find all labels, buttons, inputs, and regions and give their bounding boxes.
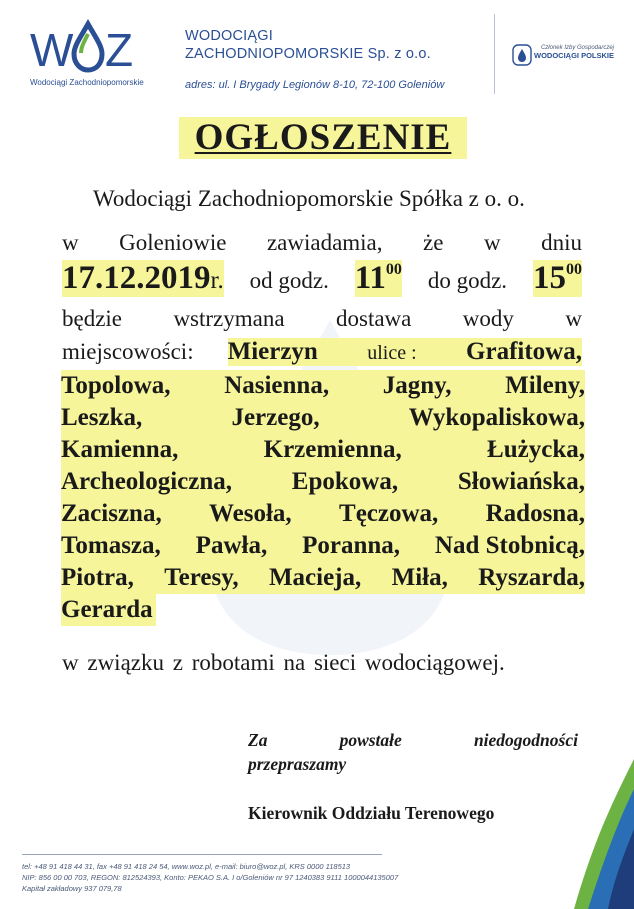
- word: Goleniowie: [119, 230, 227, 255]
- member-label: Członek Izby Gospodarczej: [540, 45, 615, 51]
- streets-label: ulice :: [367, 342, 417, 364]
- from-hour: 11: [354, 260, 386, 296]
- member-org: WODOCIĄGI POLSKIE: [534, 51, 615, 60]
- word: wstrzymana: [173, 306, 285, 331]
- word: że: [423, 230, 444, 255]
- svg-text:Z: Z: [105, 24, 134, 76]
- org-line: Wodociągi Zachodniopomorskie Spółka z o. o.: [93, 186, 525, 211]
- street-name: Leszka,: [61, 404, 143, 431]
- street-name: Ryszarda,: [478, 564, 585, 591]
- word: w: [565, 306, 582, 331]
- street-name: Tomasza,: [61, 532, 161, 559]
- notice-line-3: [62, 306, 582, 336]
- footer-capital: Kapitał zakładowy 937 079,78: [22, 884, 122, 893]
- street-name: Miła,: [391, 564, 448, 591]
- street-name: Topolowa,: [61, 372, 171, 399]
- street-name: Macieja,: [268, 564, 362, 591]
- word: zawiadamia,: [266, 230, 383, 255]
- from-time: [355, 260, 402, 297]
- street-name: Wykopaliskowa,: [408, 404, 585, 431]
- street-name: Zaciszna,: [61, 500, 162, 527]
- street-name: Piotra,: [61, 564, 134, 591]
- street-name: Wesoła,: [209, 500, 292, 527]
- street-name: Nasienna,: [224, 372, 330, 399]
- header-divider: [494, 14, 495, 94]
- street-name: Pawła,: [195, 532, 268, 559]
- street-name: Teresy,: [164, 564, 239, 591]
- company-name-line1: WODOCIĄGI: [185, 28, 273, 44]
- word: powstałe: [339, 730, 402, 750]
- street-name: Gerarda: [61, 596, 153, 623]
- from-label: od godz.: [249, 268, 329, 293]
- svg-text:W: W: [30, 24, 74, 76]
- apology: [248, 728, 578, 776]
- street-line: [61, 434, 585, 466]
- street-name: Archeologiczna,: [61, 468, 233, 495]
- apology-line-1: [248, 728, 578, 752]
- street-name: Nad Stobnicą,: [434, 532, 585, 559]
- street-name: Krzemienna,: [263, 436, 402, 463]
- word: w: [62, 230, 79, 255]
- word: Za: [248, 730, 268, 750]
- notice-line-1: [62, 230, 582, 260]
- street-name: Mileny,: [505, 372, 585, 399]
- to-time: [533, 260, 582, 297]
- signature: Kierownik Oddziału Terenowego: [248, 803, 495, 823]
- corner-wave-decoration: [574, 759, 634, 909]
- street-name: Poranna,: [302, 532, 401, 559]
- street-name: Grafitowa,: [466, 338, 582, 365]
- locality-label: miejscowości:: [62, 339, 194, 364]
- street-line: [61, 402, 585, 434]
- street-name: Jagny,: [382, 372, 452, 399]
- street-line: [61, 530, 585, 562]
- street-line: [61, 562, 585, 594]
- street-line: [61, 370, 585, 402]
- logo-subtitle: Wodociągi Zachodniopomorskie: [30, 78, 144, 87]
- word: w: [483, 230, 501, 255]
- footer-contact: tel: +48 91 418 44 31, fax +48 91 418 24 54, www.woz.pl, e-mail: biuro@woz.pl, KRS 0000 118513: [22, 862, 351, 871]
- word: niedogodności: [473, 730, 578, 750]
- street-name: Tęczowa,: [339, 500, 439, 527]
- outage-date: [62, 260, 224, 297]
- village-name: Mierzyn: [227, 338, 318, 365]
- street-line: [61, 594, 156, 626]
- word: dostawa: [336, 306, 412, 331]
- to-minutes: 00: [565, 261, 582, 278]
- member-badge: [534, 44, 614, 60]
- company-name-line2: ZACHODNIOPOMORSKIE Sp. z o.o.: [185, 46, 431, 62]
- word: będzie: [62, 306, 123, 331]
- street-line: [61, 466, 585, 498]
- street-name: Kamienna,: [61, 436, 179, 463]
- page-title: OGŁOSZENIE: [179, 117, 467, 159]
- company-address: adres: ul. I Brygady Legionów 8-10, 72-100 Goleniów: [185, 79, 445, 91]
- woz-logo: [30, 18, 142, 76]
- word: dniu: [541, 230, 582, 255]
- to-label: do godz.: [427, 268, 508, 293]
- word: wody: [462, 306, 514, 331]
- notice-line-4: [62, 338, 582, 370]
- apology-line-2: przepraszamy: [248, 754, 347, 774]
- street-name: Słowiańska,: [457, 468, 585, 495]
- footer-registration: NIP: 856 00 00 703, REGON: 812524393, Konto: PEKAO S.A. I o/Goleniów nr 97 1240383 9111 1000044135007: [22, 873, 399, 882]
- street-name: Jerzego,: [231, 404, 320, 431]
- to-hour: 15: [532, 260, 566, 296]
- footer: [22, 861, 398, 894]
- street-name: Radosna,: [485, 500, 585, 527]
- reason-text: w związku z robotami na sieci wodociągowej.: [62, 650, 505, 675]
- notice-line-2: [62, 260, 582, 304]
- from-minutes: 00: [385, 261, 402, 278]
- water-drop-icon: [512, 44, 532, 66]
- street-line: [61, 498, 585, 530]
- date-value: 17.12.2019: [62, 260, 211, 296]
- date-suffix: r.: [210, 267, 224, 294]
- footer-divider: [22, 854, 382, 855]
- street-name: Epokowa,: [291, 468, 399, 495]
- street-name: Łużycka,: [487, 436, 585, 463]
- locality-highlight: [228, 338, 582, 366]
- company-name: [185, 27, 485, 63]
